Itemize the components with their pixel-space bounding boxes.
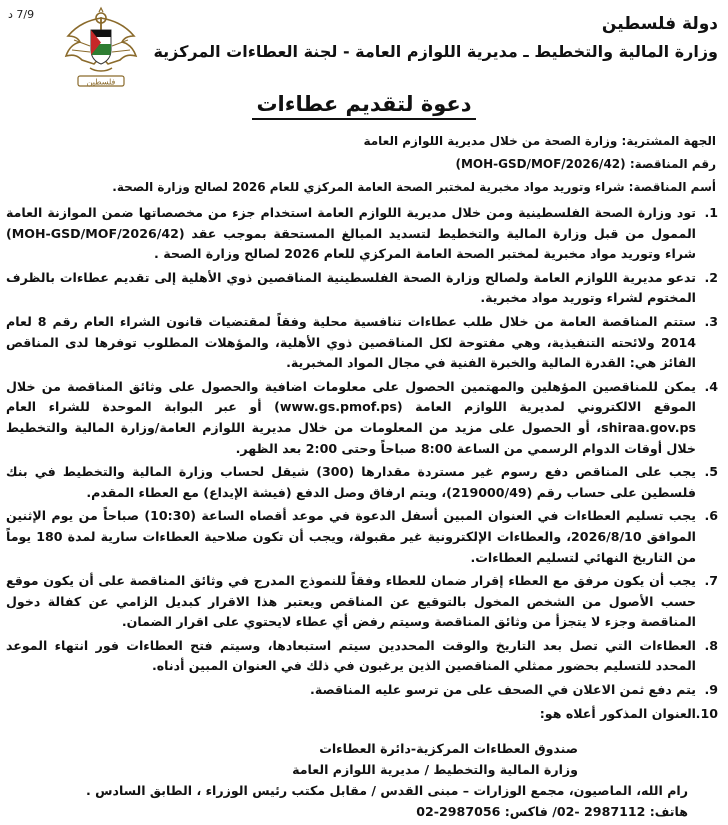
item-number: 4. bbox=[704, 378, 718, 394]
list-item bbox=[6, 506, 718, 568]
ministry-line: وزارة المالية والتخطيط ـ مديرية اللوازم العامة - لجنة العطاءات المركزية bbox=[153, 42, 718, 61]
address-line-ministry: وزارة المالية والتخطيط / مديرية اللوازم العامة bbox=[292, 762, 578, 777]
list-item bbox=[6, 203, 718, 265]
item-text: يجب أن يكون مرفق مع العطاء إقرار ضمان للعطاء وفقاً للنموذج المدرج في وثائق المناقصة على أن يكون موقع حسب الأصول من الشخص المخول بالتوقيع عن المناقص ويعتبر هذا الاقرار كبديل الزامي عن كفالة دخول المناقصة وجزء لا يتجزأ من وثائق المناقصة وسيتم رفض أي عطاء لايحتوي على اقرار الضمان. bbox=[6, 573, 696, 630]
item-text: يمكن للمناقصين المؤهلين والمهتمين الحصول على معلومات اضافية والحصول على وثائق المناقصة من خلال الموقع الالكتروني لمديرية اللوازم العامة (www.gs.pmof.ps) أو عبر البوابة الموحدة للشراء العام shiraa.gov.ps، أو الحصول على مزيد من المعلومات من خلال مديرية اللوازم العامة/وزارة المالية والتخطيط خلال أوقات الدوام الرسمي من الساعة 8:00 صباحاً وحتى 2:00 بعد الظهر. bbox=[6, 378, 696, 456]
document-reference: 7/9 د bbox=[8, 8, 35, 21]
list-item bbox=[6, 571, 718, 633]
item-number: 6. bbox=[704, 508, 718, 524]
item-number: 7. bbox=[704, 573, 718, 589]
item-text: العطاءات التي تصل بعد التاريخ والوقت المحددين سيتم استبعادها، وسيتم فتح العطاءات فور انتهاء الموعد المحدد للتسليم بحضور ممثلي المناقصين الذين يرغبون في ذلك في العنوان المبين أدناه. bbox=[6, 637, 696, 674]
item-number: 3. bbox=[704, 313, 718, 329]
title-text: دعوة لتقديم عطاءات bbox=[252, 92, 475, 120]
item-number: 9. bbox=[704, 682, 718, 698]
list-item bbox=[6, 462, 718, 503]
tender-number-line: رقم المناقصة: (MOH-GSD/MOF/2026/42) bbox=[455, 157, 716, 171]
address-location-block bbox=[14, 780, 688, 801]
clauses-list bbox=[6, 203, 718, 727]
address-block bbox=[14, 738, 578, 780]
item-text: العنوان المذكور أعلاه هو: bbox=[539, 705, 696, 721]
address-line-phone-fax: هاتف: 2987112 -02/ فاكس: 2987056-02 bbox=[416, 804, 688, 819]
item-text: يتم دفع ثمن الاعلان في الصحف على من ترسو عليه المناقصة. bbox=[310, 682, 696, 698]
item-number: 5. bbox=[704, 464, 718, 480]
item-text: تود وزارة الصحة الفلسطينية ومن خلال مديرية اللوازم العامة استخدام جزء من مخصصاتها ضمن الموازنة العامة الممول من قبل وزارة المالية والتخطيط لتسديد المبالغ المستحقة بموجب عقد (MOH-GSD/MOF/2026/42) شراء وتوريد مواد مخبرية لمختبر الصحة العامة المركزي للعام 2026 لصالح وزارة الصحة . bbox=[6, 205, 696, 262]
list-item bbox=[6, 636, 718, 677]
address-line-location: رام الله، الماصيون، مجمع الوزارات – مبنى القدس / مقابل مكتب رئيس الوزراء ، الطابق السادس . bbox=[85, 783, 688, 798]
list-item bbox=[6, 312, 718, 374]
list-item bbox=[6, 680, 718, 701]
item-text: ستتم المناقصة العامة من خلال طلب عطاءات تنافسية محلية وفقاً لمقتضيات قانون الشراء العام رقم 8 لعام 2014 ولائحته التنفيذية، وهي مفتوحة لكل المناقصين ذوي الأهلية، والمؤهلات المطلوب توفرها لدى المناقص الفائز هي: القدرة المالية والخبرة الفنية في مجال المواد المخبرية. bbox=[6, 313, 696, 371]
item-text: تدعو مديرية اللوازم العامة ولصالح وزارة الصحة الفلسطينية المناقصين ذوي الأهلية إلى تقديم عطاءات بالظرف المختوم لشراء وتوريد مواد مخبرية. bbox=[6, 269, 696, 306]
buyer-line: الجهة المشترية: وزارة الصحة من خلال مديرية اللوازم العامة bbox=[363, 134, 716, 148]
palestine-eagle-emblem-icon bbox=[60, 6, 142, 96]
item-number: 2. bbox=[704, 269, 718, 285]
item-text: يجب تسليم العطاءات في العنوان المبين أسفل الدعوة في موعد أقصاه الساعة (10:30) صباحاً من يوم الإثنين الموافق 2026/8/10، والعطاءات الإلكترونية غير مقبولة، ويجب أن تكون صلاحية العطاءات سارية لمدة 180 يوماً من التاريخ النهائي لتسليم العطاءات. bbox=[6, 508, 696, 565]
list-item bbox=[6, 268, 718, 309]
tender-name-line: أسم المناقصة: شراء وتوريد مواد مخبرية لمختبر الصحة العامة المركزي للعام 2026 لصالح وزارة الصحة. bbox=[112, 180, 716, 194]
page-title bbox=[0, 92, 728, 116]
state-name: دولة فلسطين bbox=[601, 14, 718, 34]
item-text: يجب على المناقص دفع رسوم غير مستردة مقدارها (300) شيقل لحساب وزارة المالية والتخطيط في بنك فلسطين على حساب رقم (219000/49)، ويتم ارفاق وصل الدفع (فيشة الإيداع) مع العطاء المقدم. bbox=[6, 464, 696, 500]
contact-block bbox=[14, 801, 688, 822]
item-number: 10. bbox=[695, 705, 718, 721]
list-item bbox=[6, 704, 718, 725]
item-number: 8. bbox=[704, 637, 718, 653]
item-number: 1. bbox=[704, 205, 718, 220]
emblem-caption: فلسطين bbox=[86, 77, 116, 87]
list-item bbox=[6, 377, 718, 459]
address-line-box: صندوق العطاءات المركزية-دائرة العطاءات bbox=[319, 741, 578, 756]
